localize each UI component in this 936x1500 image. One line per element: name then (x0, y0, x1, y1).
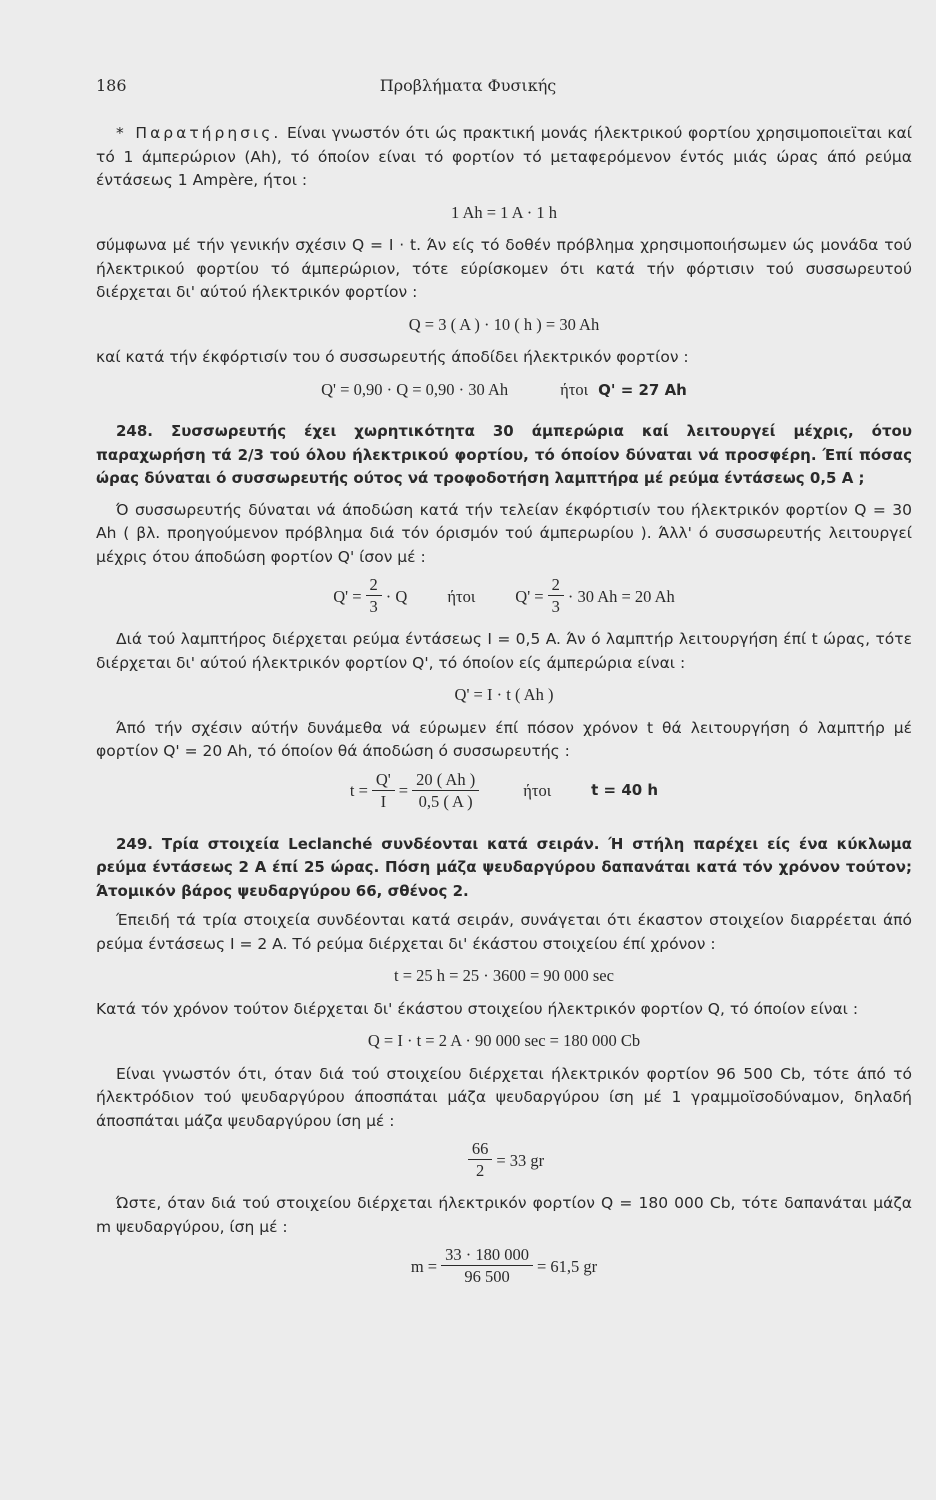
equation-rhs: = 33 gr (496, 1150, 545, 1170)
equation: Q = I · t = 2 A · 90 000 sec = 180 000 Cb (367, 1031, 641, 1050)
denominator: 2 (475, 1161, 485, 1180)
numerator: Q' (372, 770, 395, 791)
problem-statement: 249. Τρία στοιχεία Leclanché συνδέονται κατά σειράν. Ή στήλη παρέχει είς ένα κύκλωμα ρεύμα έντάσεως 2 A έπί 25 ώρας. Πόση μάζα ψευδαργύρου δαπανάται κατά τόν χρόνον τούτον; Άτομικόν βάρος ψευδαργύρου 66, σθένος 2. (96, 834, 912, 900)
equation-lhs: Q' = (333, 586, 362, 606)
paragraph: Διά τού λαμπτήρος διέρχεται ρεύμα έντάσεως I = 0,5 A. Άν ό λαμπτήρ λειτουργήση έπί t ώρας, τότε διέρχεται δι' αύτού ήλεκτρικόν φορτίον Q', τό όποίον είς άμπερώρια είναι : (96, 630, 912, 672)
numerator: 66 (468, 1139, 493, 1160)
equation-connector: ήτοι (447, 586, 476, 606)
numerator: 2 (548, 575, 564, 596)
paragraph: Ό συσσωρευτής δύναται νά άποδώση κατά τήν τελείαν έκφόρτισίν του ήλεκτρικόν φορτίον Q = 30 Ah ( βλ. προηγούμενον πρόβλημα διά τόν όρισμόν τού άμπερωρίου ). Άλλ' ό συσσωρευτής λειτουργεί μέχρις ότου άποδώση φορτίον Q' ίσον μέ : (96, 500, 912, 566)
equation: 1 Ah = 1 A · 1 h (450, 202, 558, 222)
equation-rhs: · 30 Ah = 20 Ah (567, 586, 675, 606)
equation-left: Q' = 0,90 · Q = 0,90 · 30 Ah (321, 379, 509, 399)
equation: t = 25 h = 25 · 3600 = 90 000 sec (394, 966, 614, 985)
paragraph: Κατά τόν χρόνον τούτον διέρχεται δι' έκάστου στοιχείου ήλεκτρικόν φορτίον Q, τό όποίον είναι : (96, 999, 859, 1018)
equation: Q = 3 ( A ) · 10 ( h ) = 30 Ah (408, 314, 600, 334)
equation-result: t = 40 h (591, 781, 659, 800)
fraction (468, 1139, 493, 1182)
page-number: 186 (96, 76, 127, 95)
paragraph: σύμφωνα μέ τήν γενικήν σχέσιν Q = I · t. Άν είς τό δοθέν πρόβλημα χρησιμοποιήσωμεν ώς μονάδα τού ήλεκτρικού φορτίου τό άμπερώριον, τότε εύρίσκομεν ότι κατά τήν φόρτισιν τού συσσωρευτού διέρχεται δι' αύτού ήλεκτρικόν φορτίον : (96, 236, 912, 301)
problem-statement: 248. Συσσωρευτής έχει χωρητικότητα 30 άμπερώρια καί λειτουργεί μέχρις, ότου παραχωρήση τά 2/3 τού όλου ήλεκτρικού φορτίου, τό όποίον δύναται νά προσφέρη. Έπί πόσας ώρας δύναται ό συσσωρευτής ούτος νά τροφοδοτήση λαμπτήρα μέ ρεύμα έντάσεως 0,5 A ; (96, 422, 912, 487)
equation-rhs: · Q (385, 586, 408, 606)
paragraph: Ώστε, όταν διά τού στοιχείου διέρχεται ήλεκτρικόν φορτίον Q = 180 000 Cb, τότε δαπανάται μάζα m ψευδαργύρου, ίση μέ : (96, 1194, 912, 1236)
fraction (366, 575, 382, 618)
equation-lhs: Q' = (515, 586, 544, 606)
note-lead: * Παρατήρησις. (116, 124, 282, 142)
fraction (441, 1245, 533, 1288)
paragraph: καί κατά τήν έκφόρτισίν του ό συσσωρευτής άποδίδει ήλεκτρικόν φορτίον : (96, 348, 689, 366)
equation-lhs: t = (349, 781, 368, 801)
fraction-equation (96, 1245, 912, 1288)
fraction (548, 575, 564, 618)
equation-result: Q' = 27 Ah (598, 380, 687, 399)
paragraph: Είναι γνωστόν ότι, όταν διά τού στοιχείου διέρχεται ήλεκτρικόν φορτίον 96 500 Cb, τότε άπό τό ήλεκτρόδιον τού ψευδαργύρου άποσπάται μάζα ψευδαργύρου ίση μέ 1 γραμμοϊσοδύναμον, δηλαδή άποσπάται μάζα ψευδαργύρου ίση μέ : (96, 1064, 912, 1130)
equation: Q' = I · t ( Ah ) (454, 685, 554, 704)
fraction-equation (96, 770, 912, 813)
note-text: Είναι γνωστόν ότι ώς πρακτική μονάς ήλεκτρικού φορτίου χρησιμοποιεϊται καί τό 1 άμπερώριον (Ah), τό όποίον είναι τό φορτίον τό μεταφερόμενον έντός μιάς ώρας άπό ρεύμα έντάσεως 1 Ampère, ήτοι : (96, 124, 912, 189)
denominator: I (380, 791, 387, 811)
denominator: 3 (551, 597, 560, 616)
paragraph: Έπειδή τά τρία στοιχεία συνδέονται κατά σειράν, συνάγεται ότι έκαστον στοιχείον διαρρέεται άπό ρεύμα έντάσεως I = 2 A. Τό ρεύμα διέρχεται δι' έκάστου στοιχείου έπί χρόνον : (96, 911, 912, 953)
fraction (372, 770, 395, 813)
running-title: Προβλήματα Φυσικής (379, 76, 557, 95)
equation (96, 378, 912, 403)
equation-connector: ήτοι (523, 781, 552, 801)
equals-sign: = (398, 781, 409, 801)
fraction (412, 770, 479, 813)
note-paragraph (96, 122, 912, 193)
page-content (96, 122, 912, 1298)
denominator: 0,5 ( A ) (418, 791, 473, 811)
equation-lhs: m = (410, 1256, 438, 1276)
numerator: 2 (366, 575, 382, 596)
denominator: 96 500 (464, 1267, 510, 1286)
page-header (96, 76, 840, 102)
paragraph: Άπό τήν σχέσιν αύτήν δυνάμεθα νά εύρωμεν έπί πόσον χρόνον t θά λειτουργήση ό λαμπτήρ μέ φορτίον Q' = 20 Ah, τό όποίον θά άποδώση ό συσσωρευτής : (96, 718, 912, 760)
numerator: 20 ( Ah ) (412, 770, 479, 791)
equation-connector: ήτοι (560, 379, 589, 399)
numerator: 33 · 180 000 (441, 1245, 533, 1266)
denominator: 3 (369, 597, 378, 616)
fraction-equation (96, 1139, 912, 1182)
fraction-equation (96, 575, 912, 618)
equation-rhs: = 61,5 gr (536, 1256, 598, 1276)
